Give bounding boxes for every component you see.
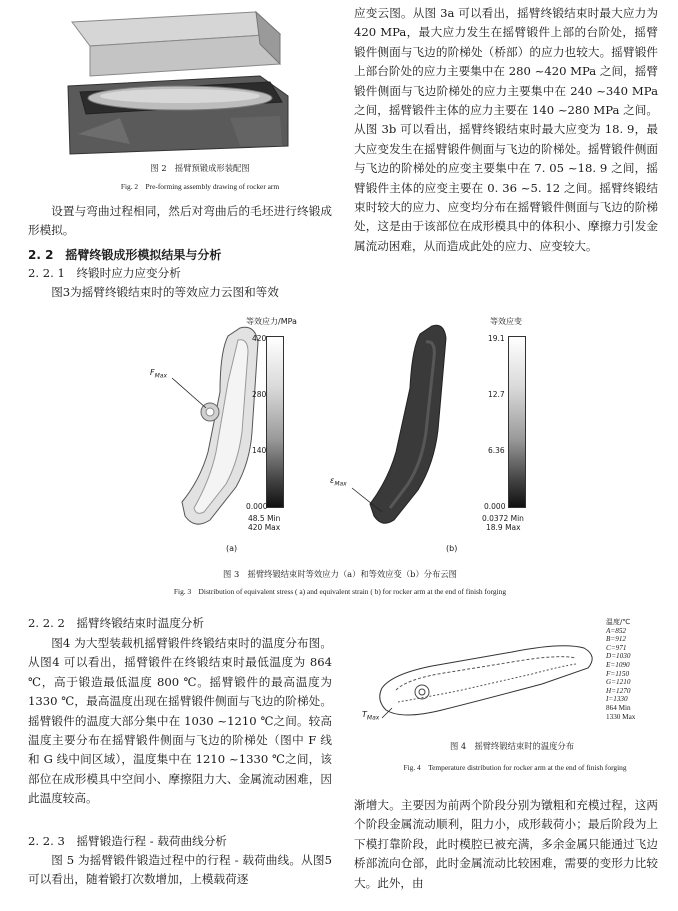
fig2-caption-en: Fig. 2 Pre-forming assembly drawing of rocker arm <box>120 182 280 191</box>
fig3a-marker <box>150 368 167 380</box>
lower-left-paragraph-2: 图 5 为摇臂锻件锻造过程中的行程 - 载荷曲线。从图5 可以看出，随着锻打次数增加，上模载荷逐 <box>28 853 332 887</box>
fig3-caption-en: Fig. 3 Distribution of equivalent stress ( a) and equivalent strain ( b) for rocker arm at the end of finish forging <box>173 587 507 596</box>
fig3a-marker-sub: Max <box>154 372 168 380</box>
section-heading-2-2-1: 2. 2. 1 终锻时应力应变分析 <box>28 266 181 280</box>
fig4-legend <box>606 618 662 721</box>
fig4-legend-item: F=1150 <box>606 669 630 678</box>
fig3b-tick-1: 12.7 <box>488 390 505 399</box>
fig4-temperature-contour <box>362 626 602 726</box>
fig4-marker-sub: Max <box>366 714 380 722</box>
fig3b-marker-letter: ε <box>330 476 335 485</box>
left-paragraph-2: 图3为摇臂终锻结束时的等效应力云图和等效 <box>51 285 279 299</box>
fig2-drawing <box>60 6 340 156</box>
fig3b-tick-2: 6.36 <box>488 446 505 455</box>
fig3b-strain-contour <box>340 312 490 537</box>
fig3-caption-cn: 图 3 摇臂终锻结束时等效应力（a）和等效应变（b）分布云图 <box>223 569 457 579</box>
fig4-caption-cn: 图 4 摇臂终锻结束时的温度分布 <box>449 741 575 751</box>
fig4-legend-title: 温度/℃ <box>606 618 631 626</box>
fig3a-max: 420 Max <box>248 523 281 532</box>
fig3a-tick-0: 420 <box>252 334 267 343</box>
fig4-caption-en: Fig. 4 Temperature distribution for rocker arm at the end of finish forging <box>403 763 627 772</box>
fig3a-colorbar <box>266 336 284 508</box>
fig3b-colorbar-title: 等效应变 <box>490 317 522 326</box>
section-heading-2-2-2: 2. 2. 2 摇臂终锻结束时温度分析 <box>28 616 204 630</box>
fig3b-colorbar <box>508 336 526 508</box>
fig4-legend-item: G=1210 <box>606 678 631 687</box>
right-paragraph-1: 应变云图。从图 3a 可以看出，摇臂终锻结束时最大应力为 420 MPa，最大应力发生在摇臂锻件上部的台阶处，摇臂锻件侧面与飞边的阶梯处（桥部）的应力也较大。摇臂锻件上部台阶处的应力主要集中在 280 ~420 MPa 之间，摇臂锻件侧面与飞边阶梯处的应力主要集中在 240 ~340 MPa 之间，摇臂锻件主体的应力主要在 140 ~280 MPa 之间。从图 3b 可以看出，摇臂终锻结束时最大应变为 18. 9，最大应变发生在摇臂锻件侧面与飞边的阶梯处。摇臂锻件侧面与飞边的阶梯处的应变主要集中在 7. 05 ~18. 9 之间，摇臂锻件主体的应变主要在 0. 36 ~5. 12 之间。摇臂终锻结束时较大的应力、应变均分布在摇臂锻件侧面与飞边的阶梯处，这是由于该部位在成形模具中的体积小、摩擦力引发金属流动困难，从而造成此处的应力、应变较大。 <box>354 6 658 253</box>
fig3a-tick-2: 140 <box>252 446 267 455</box>
fig4 <box>362 618 662 733</box>
fig3a-tick-3: 0.000 <box>246 502 268 511</box>
section-heading-2-2: 2. 2 摇臂终锻成形模拟结果与分析 <box>28 248 222 262</box>
fig4-legend-item: C=971 <box>606 643 627 652</box>
fig3a-panel-label: (a) <box>226 544 238 553</box>
fig4-legend-item: H=1270 <box>606 686 631 695</box>
fig4-legend-item: D=1030 <box>606 652 631 661</box>
fig3b-marker-sub: Max <box>334 480 347 488</box>
fig3b-marker <box>330 476 347 488</box>
lower-left-paragraph-1: 图4 为大型装载机摇臂锻件终锻结束时的温度分布图。从图4 可以看出，摇臂锻件在终锻结束时最低温度为 864 ℃，高于锻造最低温度 800 ℃。摇臂锻件的最高温度为 1330 ℃，最高温度出现在摇臂锻件侧面与飞边的阶梯处。摇臂锻件的温度大部分集中在 1030 ~1210 ℃之间。较高温度主要分布在摇臂锻件侧面与飞边的阶梯处（图中 F 线和 G 线中间区域），温度集中在 1210 ~1330 ℃之间，该部位在成形模具中空间小、摩擦阻力大、金属流动困难，因此温度较高。 <box>28 636 332 806</box>
section-heading-2-2-3: 2. 2. 3 摇臂锻造行程 - 载荷曲线分析 <box>28 834 227 848</box>
fig4-legend-item: E=1090 <box>606 660 630 669</box>
fig3 <box>150 312 540 562</box>
fig3a-marker-letter: F <box>150 368 155 377</box>
left-paragraph-1: 设置与弯曲过程相同，然后对弯曲后的毛坯进行终锻成形模拟。 <box>28 204 332 238</box>
fig3b-max: 18.9 Max <box>486 523 521 532</box>
fig3a-tick-1: 280 <box>252 390 267 399</box>
fig4-legend-item: I=1330 <box>606 695 628 704</box>
fig4-legend-item: A=852 <box>606 626 627 635</box>
fig4-marker-letter: T <box>362 710 367 719</box>
fig4-marker <box>362 710 379 722</box>
fig3a-colorbar-title: 等效应力/MPa <box>246 317 297 326</box>
lower-right-paragraph-1: 渐增大。主要因为前两个阶段分别为镦粗和充模过程，这两个阶段金属流动顺利，阻力小，成形载荷小；最后阶段为上下模打靠阶段，此时模腔已被充满，多余金属只能通过飞边桥部流向仓部，此时金属流动比较困难，需要的变形力比较大。此外，由 <box>354 798 658 890</box>
fig4-legend-min: 864 Min <box>606 703 631 712</box>
fig3b-tick-0: 19.1 <box>488 334 505 343</box>
fig2-image <box>60 6 340 156</box>
fig4-legend-max: 1330 Max <box>606 712 636 721</box>
fig3b-tick-3: 0.000 <box>484 502 506 511</box>
fig4-legend-item: B=912 <box>606 635 627 644</box>
fig3a-min: 48.5 Min <box>248 514 281 523</box>
fig2-caption-cn: 图 2 摇臂预锻成形装配图 <box>150 163 250 173</box>
fig3b-panel-label: (b) <box>446 544 458 553</box>
fig3b-min: 0.0372 Min <box>482 514 524 523</box>
